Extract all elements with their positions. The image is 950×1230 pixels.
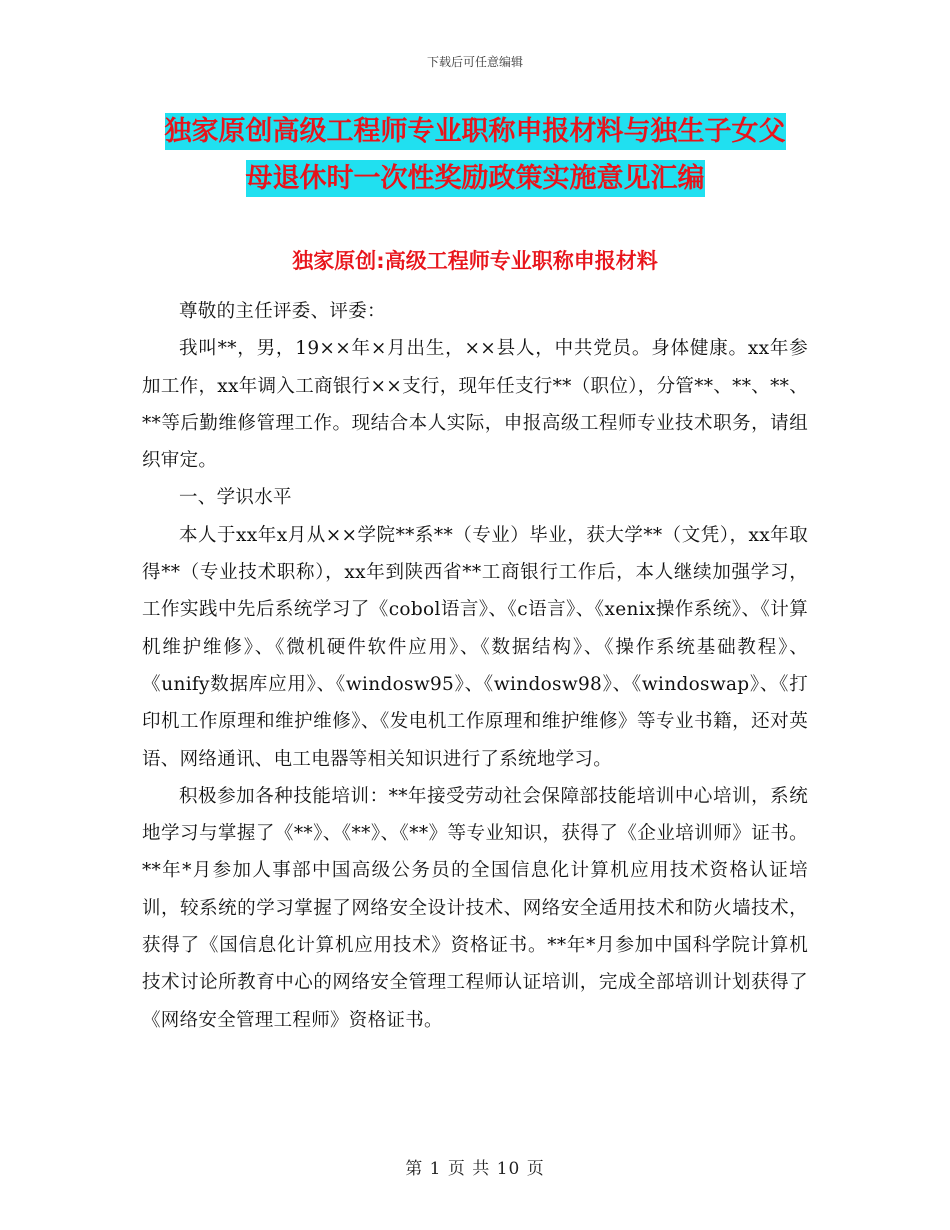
document-title-line-2: 母退休时一次性奖励政策实施意见汇编 (246, 160, 705, 197)
education-paragraph: 本人于xx年x月从××学院**系**（专业）毕业，获大学**（文凭），xx年取得**（专业技术职称），xx年到陕西省**工商银行工作后，本人继续加强学习，工作实践中先后系统学习了《cobol语言》、《c语言》、《xenix操作系统》、《计算机维护维修》、《微机硬件软件应用》、《数据结构》、《操作系统基础教程》、《unify数据库应用》、《windosw95》、《windosw98》、《windoswap》、《打印机工作原理和维护维修》、《发电机工作原理和维护维修》等专业书籍，还对英语、网络通讯、电工电器等相关知识进行了系统地学习。 (142, 524, 808, 770)
section-heading-academic-level: 一、学识水平 (179, 487, 292, 509)
training-paragraph: 积极参加各种技能培训：**年接受劳动社会保障部技能培训中心培训，系统地学习与掌握了《**》、《**》、《**》等专业知识，获得了《企业培训师》证书。**年*月参加人事部中国高级公务员的全国信息化计算机应用技术资格认证培训，较系统的学习掌握了网络安全设计技术、网络安全适用技术和防火墙技术，获得了《国信息化计算机应用技术》资格证书。**年*月参加中国科学院计算机技术讨论所教育中心的网络安全管理工程师认证培训，完成全部培训计划获得了《网络安全管理工程师》资格证书。 (142, 785, 808, 1031)
page-header-note: 下载后可任意编辑 (426, 55, 523, 69)
self-introduction-paragraph: 我叫**，男，19××年×月出生，××县人，中共党员。身体健康。xx年参加工作，xx年调入工商银行××支行，现年任支行**（职位），分管**、**、**、**等后勤维修管理工作。现结合本人实际，申报高级工程师专业技术职务，请组织审定。 (142, 338, 808, 472)
document-title-line-1: 独家原创高级工程师专业职称申报材料与独生子女父 (165, 113, 786, 150)
salutation-paragraph: 尊敬的主任评委、评委： (179, 301, 386, 322)
section-title: 独家原创:高级工程师专业职称申报材料 (292, 249, 658, 273)
page-number-footer: 第 1 页 共 10 页 (405, 1159, 545, 1179)
document-body (142, 293, 808, 1039)
document-title (0, 108, 950, 202)
